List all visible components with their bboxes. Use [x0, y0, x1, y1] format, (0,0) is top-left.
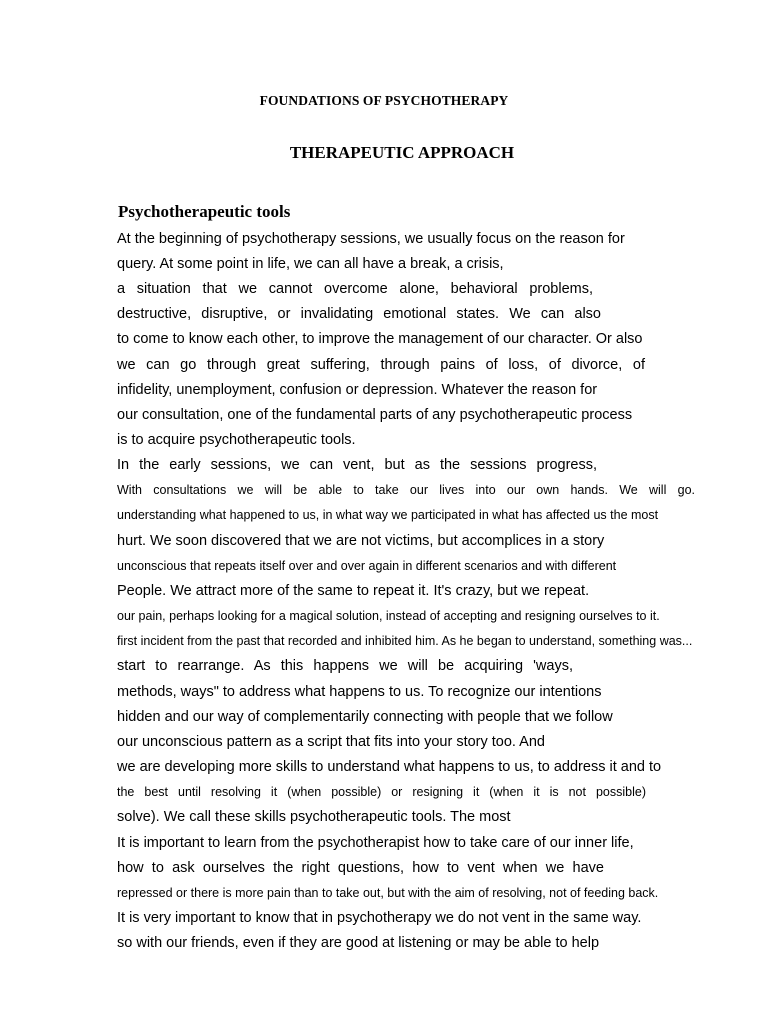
- text-line: It is very important to know that in psychotherapy we do not vent in the same way.: [117, 910, 642, 926]
- text-line: infidelity, unemployment, confusion or depression. Whatever the reason for: [117, 382, 598, 398]
- text-line: how to ask ourselves the right questions, how to vent when we have: [117, 860, 604, 876]
- text-line: query. At some point in life, we can all have a break, a crisis,: [117, 256, 504, 272]
- text-line: first incident from the past that recorded and inhibited him. As he began to understand, something was...: [117, 634, 693, 648]
- text-line: our unconscious pattern as a script that fits into your story too. And: [117, 734, 545, 750]
- text-line: is to acquire psychotherapeutic tools.: [117, 432, 356, 448]
- text-line: In the early sessions, we can vent, but as the sessions progress,: [117, 457, 597, 473]
- text-line: At the beginning of psychotherapy sessions, we usually focus on the reason for: [117, 231, 625, 247]
- text-line: unconscious that repeats itself over and over again in different scenarios and with different: [117, 559, 617, 573]
- text-line: solve). We call these skills psychotherapeutic tools. The most: [117, 809, 511, 825]
- section-heading: Psychotherapeutic tools: [118, 202, 291, 221]
- text-line: start to rearrange. As this happens we will be acquiring 'ways,: [117, 658, 573, 674]
- text-line: hurt. We soon discovered that we are not victims, but accomplices in a story: [117, 533, 605, 549]
- text-line: we can go through great suffering, through pains of loss, of divorce, of: [117, 357, 645, 373]
- text-line: so with our friends, even if they are good at listening or may be able to help: [117, 935, 600, 951]
- text-line: a situation that we cannot overcome alone, behavioral problems,: [117, 281, 593, 297]
- text-line: People. We attract more of the same to repeat it. It's crazy, but we repeat.: [117, 583, 590, 599]
- text-line: the best until resolving it (when possible) or resigning it (when it is not possible): [117, 785, 646, 799]
- text-line: destructive, disruptive, or invalidating emotional states. We can also: [117, 306, 601, 322]
- text-line: understanding what happened to us, in what way we participated in what has affected us the most: [117, 508, 659, 522]
- text-line: to come to know each other, to improve the management of our character. Or also: [117, 331, 643, 347]
- text-line: we are developing more skills to understand what happens to us, to address it and to: [117, 759, 662, 775]
- text-line: our consultation, one of the fundamental parts of any psychotherapeutic process: [117, 407, 633, 423]
- course-title: FOUNDATIONS OF PSYCHOTHERAPY: [259, 93, 509, 108]
- text-line: It is important to learn from the psychotherapist how to take care of our inner life,: [117, 835, 634, 851]
- text-line: repressed or there is more pain than to take out, but with the aim of resolving, not of feeding back.: [117, 886, 659, 900]
- text-line: methods, ways" to address what happens to us. To recognize our intentions: [117, 684, 602, 700]
- text-line: our pain, perhaps looking for a magical solution, instead of accepting and resigning ourselves to it.: [117, 609, 660, 623]
- text-line: With consultations we will be able to take our lives into our own hands. We will go.: [117, 483, 695, 497]
- text-line: hidden and our way of complementarily connecting with people that we follow: [117, 709, 613, 725]
- section-title: THERAPEUTIC APPROACH: [289, 143, 515, 162]
